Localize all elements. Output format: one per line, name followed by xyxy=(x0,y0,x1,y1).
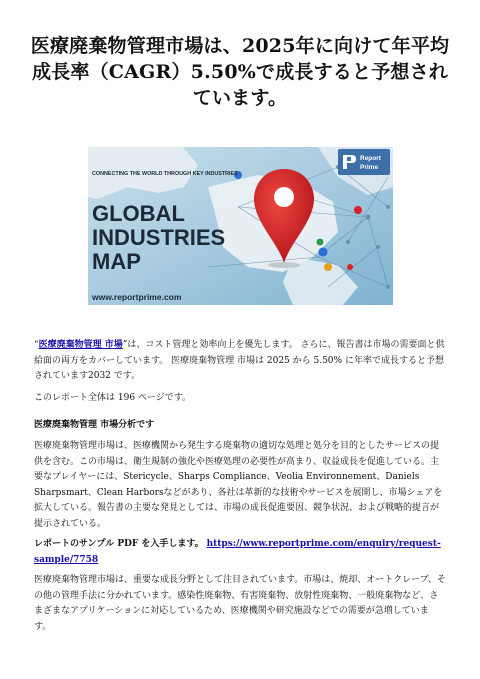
brand-line-1: Report xyxy=(360,155,381,162)
segments-paragraph: 医療廃棄物管理市場は、重要な成長分野として注目されています。市場は、焼却、オートクレーブ、その他の管理手法に分かれています。感染性廃棄物、有害廃棄物、放射性廃棄物、一般廃棄物など、さまざまなアプリケーションに対応しているため、医療機関や研究施設などでの需要が急増しています。 xyxy=(34,575,446,632)
sample-line xyxy=(34,537,446,568)
reportprime-logo xyxy=(338,149,390,175)
hero-image xyxy=(88,147,393,305)
hero-headline-2: INDUSTRIES xyxy=(92,225,226,250)
market-link[interactable]: 医療廃棄物管理 市場 xyxy=(38,340,123,350)
page-title: 医療廃棄物管理市場は、2025年に向けて年平均成長率（CAGR）5.50%で成長すると予想されています。 xyxy=(30,35,450,109)
world-map-graphic xyxy=(88,147,393,305)
hero-headline-1: GLOBAL xyxy=(92,201,185,226)
analysis-paragraph: 医療廃棄物管理市場は、医療機関から発生する廃棄物の適切な処理と処分を目的としたサービスの提供を含む。この市場は、衛生規制の強化や医療処理の必要性が高まり、収益成長を促進している。主要なプレイヤーには、Stericycle、Sharps Compliance、Veolia Environnement、Daniels Sharpsmart、Clean Harborsなどがあり、各社は革新的な技術やサービスを展開し、市場シェアを拡大している。報告書の主要な発見としては、市場の成長促進要因、競争状況、および戦略的提言が提示されている。 xyxy=(34,441,443,529)
hero-tagline: CONNECTING THE WORLD THROUGH KEY INDUSTRIES xyxy=(92,171,238,177)
sample-link[interactable]: https://www.reportprime.com/enquiry/request-sample/7758 xyxy=(34,539,441,565)
sample-label: レポートのサンプル PDF を入手します。 xyxy=(34,539,204,549)
hero-url: www.reportprime.com xyxy=(92,292,182,302)
quote-open: “ xyxy=(34,340,39,350)
pages-line: このレポート全体は 196 ページです。 xyxy=(34,393,192,403)
intro-text: ”は、コスト管理と効率向上を優先します。 さらに、報告書は市場の需要面と供給面の両方をカバーしています。 医療廃棄物管理 市場は 2025 から 5.50% に年率で成長すると予想されています2032 です。 xyxy=(34,340,445,381)
section-heading: 医療廃棄物管理 市場分析です xyxy=(34,420,155,430)
intro-paragraph xyxy=(34,338,446,385)
hero-headline-3: MAP xyxy=(92,249,141,274)
brand-line-2: Prime xyxy=(360,164,379,171)
